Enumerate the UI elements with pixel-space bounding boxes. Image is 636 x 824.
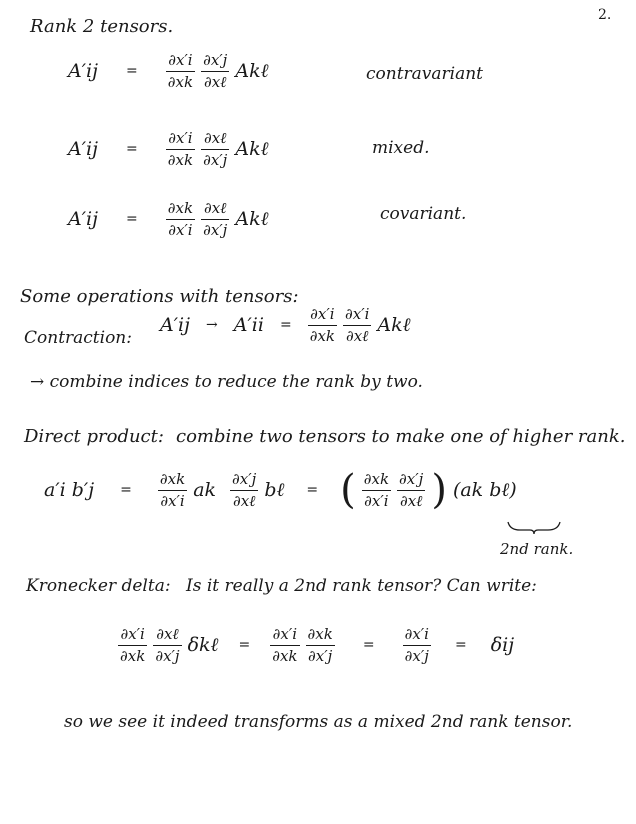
fraction-bar <box>343 325 371 326</box>
equation-covariant <box>68 200 269 238</box>
eq2-f2-num: ∂xℓ <box>203 129 227 147</box>
eq1-lhs: A′ij <box>68 59 99 82</box>
eq2-f1-den: ∂xk <box>167 150 194 169</box>
eq1-equals: = <box>126 63 138 79</box>
dp-equals-1: = <box>120 482 132 498</box>
arrow-right-icon: → <box>206 317 218 333</box>
dp-fraction-3 <box>362 471 391 509</box>
eq3-f1-num: ∂xk <box>167 199 194 217</box>
kd-g2-num: ∂xk <box>307 625 333 643</box>
fraction-bar <box>362 490 391 491</box>
kd-fraction-2 <box>153 626 181 664</box>
operations-heading: Some operations with tensors: <box>20 286 299 307</box>
fraction-bar <box>201 71 229 72</box>
eq1-tensor: Akℓ <box>235 59 269 82</box>
dp-fraction-1 <box>158 471 187 509</box>
kd-g2-den: ∂x′j <box>308 646 333 665</box>
dp-equals-2: = <box>306 482 319 498</box>
direct-product-text: combine two tensors to make one of higher rank. <box>176 426 626 447</box>
eq1-fraction-2 <box>201 52 229 90</box>
eq2-lhs: A′ij <box>68 137 99 160</box>
left-paren: ( <box>340 467 356 513</box>
kd-fraction-4 <box>306 626 335 664</box>
kronecker-label: Kronecker delta: <box>26 576 171 596</box>
dp-rank-note: 2nd rank. <box>500 540 574 558</box>
eq1-fraction-1 <box>166 52 195 90</box>
kd-delta: δkℓ <box>187 633 219 656</box>
dp-p1-num: ∂xk <box>363 470 390 488</box>
kd-h1-num: ∂x′i <box>404 625 429 643</box>
eq3-equals: = <box>126 211 138 227</box>
kronecker-equation <box>118 626 514 664</box>
page-number: 2. <box>598 7 612 23</box>
dp-f2-num: ∂x′j <box>232 470 257 488</box>
eq3-tensor: Akℓ <box>235 207 269 230</box>
contraction-note: → combine indices to reduce the rank by two. <box>30 372 423 392</box>
kd-g1-num: ∂x′i <box>272 625 298 643</box>
contraction-label: Contraction: <box>24 328 132 348</box>
eq3-label: covariant. <box>380 204 467 224</box>
dp-b-l: bℓ <box>264 478 285 501</box>
contraction-equation <box>160 306 411 344</box>
conclusion-text: so we see it indeed transforms as a mixed 2nd rank tensor. <box>64 712 573 732</box>
fraction-bar <box>403 645 431 646</box>
contraction-fraction-1 <box>308 306 337 344</box>
fraction-bar <box>166 71 195 72</box>
kd-f1-den: ∂xk <box>120 646 146 665</box>
fraction-bar <box>201 149 229 150</box>
eq3-f2-num: ∂xℓ <box>203 199 227 217</box>
kd-equals-2: = <box>362 637 375 653</box>
eq3-lhs: A′ij <box>68 207 99 230</box>
fraction-bar <box>153 645 181 646</box>
direct-product-label: Direct product: <box>24 426 164 447</box>
kd-f2-num: ∂xℓ <box>156 625 179 643</box>
contraction-mid: A′ii <box>233 313 264 336</box>
eq1-f2-num: ∂x′j <box>203 51 228 69</box>
dp-p1-den: ∂x′i <box>364 491 389 510</box>
contraction-f1-den: ∂xk <box>309 326 335 345</box>
eq2-f2-den: ∂x′j <box>203 150 228 169</box>
eq2-fraction-1 <box>166 130 195 168</box>
fraction-bar <box>166 149 195 150</box>
fraction-bar <box>158 490 187 491</box>
kd-fraction-5 <box>403 626 431 664</box>
eq2-fraction-2 <box>201 130 229 168</box>
kd-h1-den: ∂x′j <box>404 646 429 665</box>
contraction-f1-num: ∂x′i <box>310 305 335 323</box>
equation-mixed <box>68 130 269 168</box>
dp-f2-den: ∂xℓ <box>232 491 256 510</box>
kd-equals-1: = <box>238 637 251 653</box>
eq2-equals: = <box>126 141 138 157</box>
kronecker-text: Is it really a 2nd rank tensor? Can write: <box>186 576 537 596</box>
kd-equals-3: = <box>454 637 467 653</box>
equation-contravariant <box>68 52 269 90</box>
dp-p2-num: ∂x′j <box>399 470 424 488</box>
dp-fraction-2 <box>230 471 258 509</box>
fraction-bar <box>306 645 335 646</box>
fraction-bar <box>270 645 299 646</box>
kd-f1-num: ∂x′i <box>120 625 145 643</box>
eq3-fraction-2 <box>201 200 229 238</box>
contraction-tensor: Akℓ <box>377 313 411 336</box>
fraction-bar <box>308 325 337 326</box>
eq3-fraction-1 <box>166 200 195 238</box>
eq2-label: mixed. <box>372 138 430 158</box>
dp-lhs: a′i b′j <box>44 478 95 501</box>
dp-product: (ak bℓ) <box>452 478 517 501</box>
section-heading: Rank 2 tensors. <box>30 16 174 37</box>
eq1-f1-den: ∂xk <box>167 72 194 91</box>
fraction-bar <box>118 645 147 646</box>
right-paren: ) <box>431 467 447 513</box>
kd-fraction-3 <box>270 626 299 664</box>
fraction-bar <box>397 490 425 491</box>
dp-f1-den: ∂x′i <box>160 491 185 510</box>
eq3-f2-den: ∂x′j <box>203 220 228 239</box>
fraction-bar <box>201 219 229 220</box>
eq3-f1-den: ∂x′i <box>168 220 193 239</box>
kd-fraction-1 <box>118 626 147 664</box>
eq1-f2-den: ∂xℓ <box>203 72 227 91</box>
eq1-f1-num: ∂x′i <box>168 51 193 69</box>
contraction-f2-num: ∂x′i <box>345 305 370 323</box>
contraction-equals: = <box>279 317 292 333</box>
eq2-f1-num: ∂x′i <box>168 129 193 147</box>
underbrace-icon <box>506 518 562 536</box>
dp-fraction-4 <box>397 471 425 509</box>
eq2-tensor: Akℓ <box>235 137 269 160</box>
dp-p2-den: ∂xℓ <box>399 491 423 510</box>
kd-f2-den: ∂x′j <box>155 646 180 665</box>
direct-product-equation <box>44 467 517 513</box>
kd-g1-den: ∂xk <box>272 646 298 665</box>
contraction-fraction-2 <box>343 306 371 344</box>
contraction-f2-den: ∂xℓ <box>345 326 369 345</box>
contraction-lhs: A′ij <box>160 313 191 336</box>
fraction-bar <box>230 490 258 491</box>
kd-result: δij <box>490 633 515 656</box>
dp-f1-num: ∂xk <box>159 470 186 488</box>
fraction-bar <box>166 219 195 220</box>
eq1-label: contravariant <box>366 64 484 84</box>
dp-a-k: ak <box>193 478 217 501</box>
